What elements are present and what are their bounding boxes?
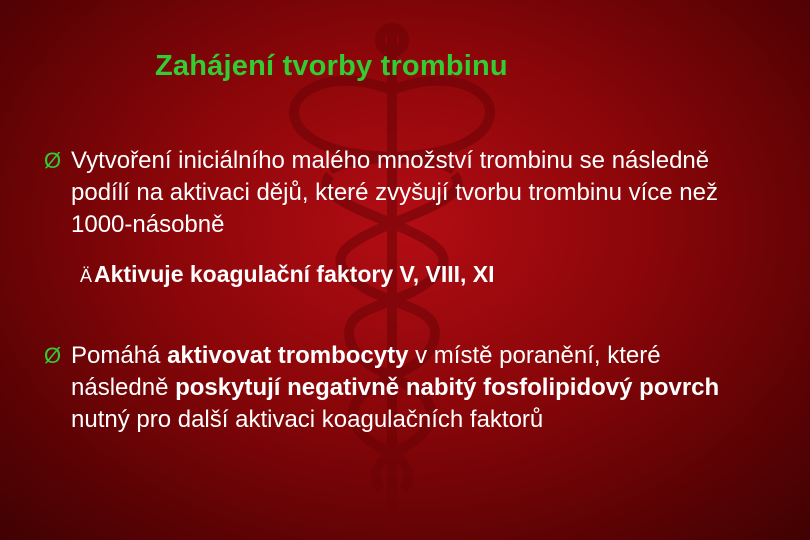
bullet-item	[44, 340, 764, 436]
bullet-text: Vytvoření iniciálního malého množství trombinu se následně podílí na aktivaci dějů, které zvyšují tvorbu trombinu více než 1000-násobně	[71, 147, 718, 238]
bullet-text-bold: poskytují negativně nabitý fosfolipidový povrch	[175, 374, 720, 401]
bullet-text-part: v místě poranění, které následně	[71, 342, 661, 401]
bullet-text-part: Pomáhá	[71, 342, 168, 369]
sub-bullet-text: Aktivuje koagulační faktory V, VIII, XI	[94, 261, 495, 287]
outline-arrow-icon: Ä	[80, 266, 93, 286]
bullet-item	[44, 145, 764, 241]
sub-bullet-item	[80, 258, 495, 292]
bullet-text-part: nutný pro další aktivaci koagulačních faktorů	[71, 406, 544, 433]
slide-title: Zahájení tvorby trombinu	[155, 50, 508, 82]
arrow-bullet-icon: Ø	[44, 148, 62, 173]
bullet-text	[71, 340, 764, 436]
bullet-text-bold: aktivovat trombocyty	[167, 342, 409, 369]
arrow-bullet-icon: Ø	[44, 343, 62, 368]
